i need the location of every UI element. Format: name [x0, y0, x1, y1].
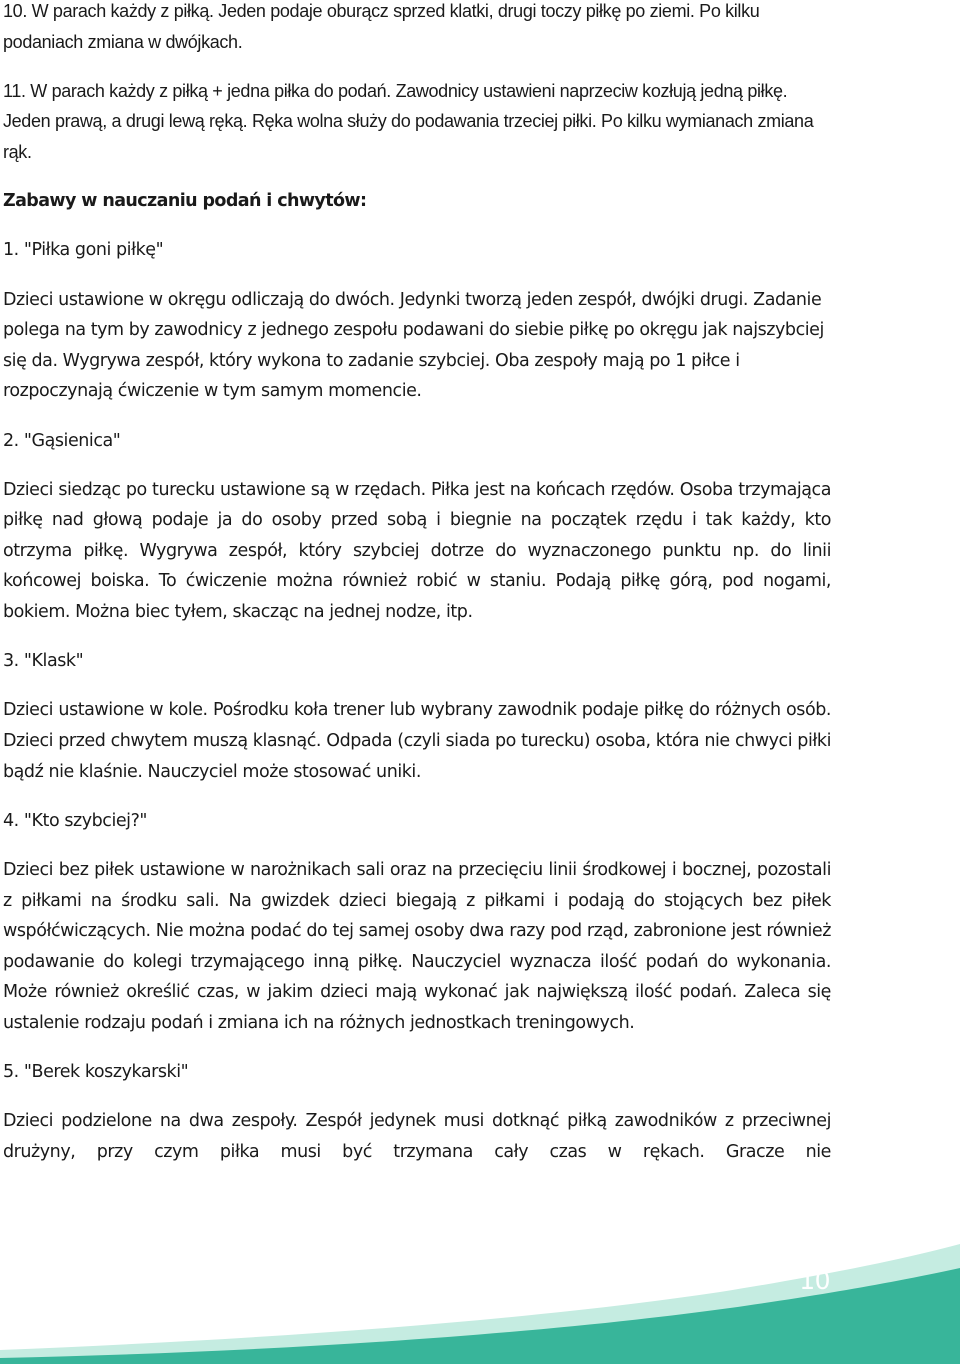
game-3-text: Dzieci ustawione w kole. Pośrodku koła trener lub wybrany zawodnik podaje piłkę do różnych osób. Dzieci przed chwytem muszą klasnąć. Odpada (czyli siada po turecku) osoba, która nie chwyci piłki bądź nie klaśnie. Nauczyciel może stosować uniki. — [3, 700, 831, 782]
exercise-11-paragraph: 11. W parach każdy z piłką + jedna piłka do podań. Zawodnicy ustawieni naprzeciw kozłują jedną piłkę. Jeden prawą, a drugi lewą ręką. Ręka wolna służy do podawania trzeciej piłki. Po kilku wymianach zmiana rąk. — [3, 80, 814, 162]
game-2-title: 2. "Gąsienica" — [3, 430, 121, 451]
footer-wave-decoration — [0, 1230, 960, 1364]
game-1-title: 1. "Piłka goni piłkę" — [3, 240, 164, 261]
game-3-title: 3. "Klask" — [3, 651, 84, 672]
game-4-title: 4. "Kto szybciej?" — [3, 810, 148, 831]
document-page — [3, 0, 831, 1168]
page-number: 10 — [799, 1266, 830, 1295]
game-5-title: 5. "Berek koszykarski" — [3, 1062, 189, 1083]
section-heading: Zabawy w nauczaniu podań i chwytów: — [3, 191, 367, 212]
game-4-text: Dzieci bez piłek ustawione w narożnikach sali oraz na przecięciu linii środkowej i bocznej, pozostali z piłkami na środku sali. Na gwizdek dzieci biegają z piłkami i podają do stojących bez piłek współćwiczących. Nie można podać do tej samej osoby dwa razy pod rząd, zabronione jest również podawanie do kolegi trzymającego inną piłkę. Nauczyciel wyznacza ilość podań do wykonania. Może również określić czas, w jakim dzieci mają wykonać jak największą ilość podań. Zaleca się ustalenie rodzaju podań i zmiana ich na różnych jednostkach treningowych. — [3, 860, 831, 1033]
game-2-text: Dzieci siedząc po turecku ustawione są w rzędach. Piłka jest na końcach rzędów. Osoba trzymająca piłkę nad głową podaje ja do osoby przed sobą i biegnie na początek rzędu i tak każdy, kto otrzyma piłkę. Wygrywa zespół, który szybciej dotrze do wyznaczonego punktu np. do linii końcowej boiska. To ćwiczenie można również robić w staniu. Podają piłkę górą, pod nogami, bokiem. Można biec tyłem, skacząc na jednej nodze, itp. — [3, 479, 831, 623]
game-1-text: Dzieci ustawione w okręgu odliczają do dwóch. Jedynki tworzą jeden zespół, dwójki drugi. Zadanie polega na tym by zawodnicy z jednego zespołu podawani do siebie piłkę po okręgu jak najszybciej się da. Wygrywa zespół, który wykona to zadanie szybciej. Oba zespoły mają po 1 piłce i rozpoczynają ćwiczenie w tym samym momencie. — [3, 289, 824, 402]
game-5-text: Dzieci podzielone na dwa zespoły. Zespół jedynek musi dotknąć piłką zawodników z przeciwnej drużyny, przy czym piłka musi być trzymana cały czas w rękach. Gracze nie — [3, 1111, 831, 1162]
footer-wave-graphic — [0, 1230, 960, 1364]
exercise-10-paragraph: 10. W parach każdy z piłką. Jeden podaje oburącz sprzed klatki, drugi toczy piłkę po ziemi. Po kilku podaniach zmiana w dwójkach. — [3, 1, 760, 52]
